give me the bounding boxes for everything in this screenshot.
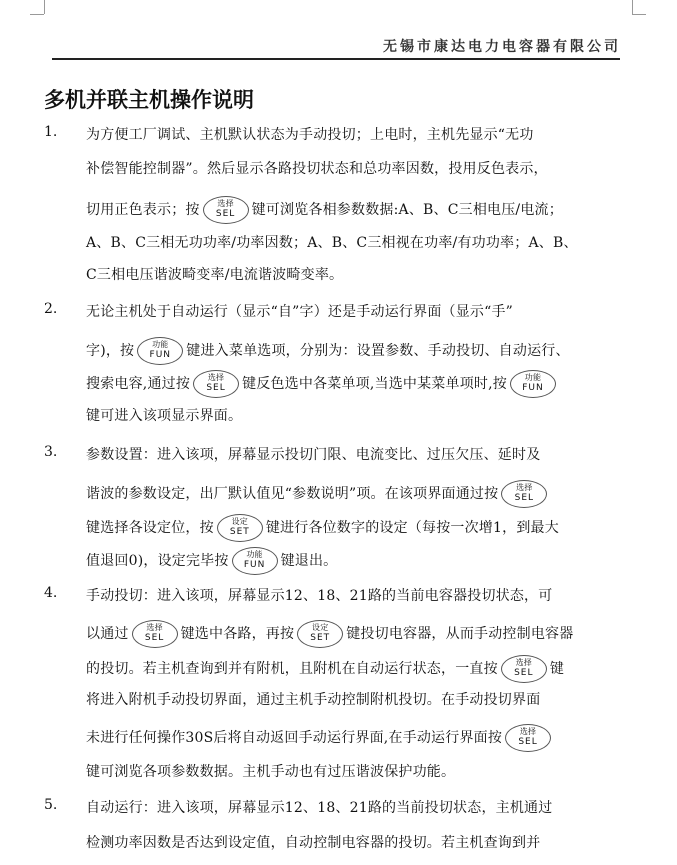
item-line: A、B、C三相无功功率/功率因数；A、B、C三相视在功率/有功功率；A、B、 bbox=[86, 235, 578, 251]
item-line: 值退回0)，设定完毕按 功能 FUN 键退出。 bbox=[86, 547, 337, 575]
item-line: 以通过 选择 SEL 键选中各路，再按 设定 SET 键投切电容器，从而手动控制电容器 bbox=[86, 620, 573, 648]
sel-key-icon: 选择 SEL bbox=[501, 480, 547, 508]
sel-key-icon: 选择 SEL bbox=[193, 370, 239, 398]
item-line: 键可浏览各项参数数据。主机手动也有过压谐波保护功能。 bbox=[86, 764, 456, 780]
item-line: 检测功率因数是否达到设定值，自动控制电容器的投切。若主机查询到并 bbox=[86, 835, 541, 851]
item-line: 自动运行：进入该项，屏幕显示12、18、21路的当前投切状态，主机通过 bbox=[86, 800, 553, 816]
item-line: 的投切。若主机查询到并有附机，且附机在自动运行状态，一直按 选择 SEL 键 bbox=[86, 655, 564, 683]
fun-key-icon: 功能 FUN bbox=[137, 337, 183, 365]
item-line: 补偿智能控制器”。然后显示各路投切状态和总功率因数，投用反色表示， bbox=[86, 161, 548, 177]
item-number: 5. bbox=[44, 797, 58, 813]
crop-mark-top-right-h bbox=[632, 14, 646, 15]
item-number: 3. bbox=[44, 444, 58, 460]
sel-key-icon: 选择 SEL bbox=[505, 724, 551, 752]
item-line: C三相电压谐波畸变率/电流谐波畸变率。 bbox=[86, 267, 344, 283]
crop-mark-top-left-h bbox=[30, 14, 44, 15]
set-key-icon: 设定 SET bbox=[217, 514, 263, 542]
item-line: 手动投切：进入该项，屏幕显示12、18、21路的当前电容器投切状态，可 bbox=[86, 588, 553, 604]
crop-mark-top-left-v bbox=[44, 0, 45, 14]
company-name: 无锡市康达电力电容器有限公司 bbox=[383, 39, 621, 55]
sel-key-icon: 选择 SEL bbox=[132, 620, 178, 648]
item-line: 无论主机处于自动运行（显示“自”字）还是手动运行界面（显示“手” bbox=[86, 304, 514, 320]
item-number: 2. bbox=[44, 301, 58, 317]
fun-key-icon: 功能 FUN bbox=[510, 370, 556, 398]
item-line: 将进入附机手动投切界面，通过主机手动控制附机投切。在手动投切界面 bbox=[86, 692, 541, 708]
item-line: 搜索电容,通过按 选择 SEL 键反色选中各菜单项,当选中某菜单项时,按 功能 FUN bbox=[86, 370, 559, 398]
document-title: 多机并联主机操作说明 bbox=[44, 88, 254, 112]
item-line: 未进行任何操作30S后将自动返回手动运行界面,在手动运行界面按 选择 SEL bbox=[86, 724, 554, 752]
sel-key-icon: 选择 SEL bbox=[203, 196, 249, 224]
item-line: 字)，按 功能 FUN 键进入菜单选项，分别为：设置参数、手动投切、自动运行、 bbox=[86, 337, 570, 365]
crop-mark-top-right-v bbox=[632, 0, 633, 14]
item-line: 切用正色表示；按 选择 SEL 键可浏览各相参数数据:A、B、C三相电压/电流； bbox=[86, 196, 563, 224]
item-number: 1. bbox=[44, 124, 58, 140]
header-rule bbox=[52, 58, 620, 60]
item-number: 4. bbox=[44, 585, 58, 601]
item-line: 键可进入该项显示界面。 bbox=[86, 408, 243, 424]
set-key-icon: 设定 SET bbox=[297, 620, 343, 648]
item-line: 键选择各设定位，按 设定 SET 键进行各位数字的设定（每按一次增1，到最大 bbox=[86, 514, 559, 542]
item-line: 为方便工厂调试、主机默认状态为手动投切；上电时，主机先显示“无功 bbox=[86, 127, 534, 143]
item-line: 谐波的参数设定，出厂默认值见“参数说明”项。在该项界面通过按 选择 SEL bbox=[86, 480, 550, 508]
sel-key-icon: 选择 SEL bbox=[501, 655, 547, 683]
fun-key-icon: 功能 FUN bbox=[232, 547, 278, 575]
item-line: 参数设置：进入该项，屏幕显示投切门限、电流变比、过压欠压、延时及 bbox=[86, 447, 541, 463]
